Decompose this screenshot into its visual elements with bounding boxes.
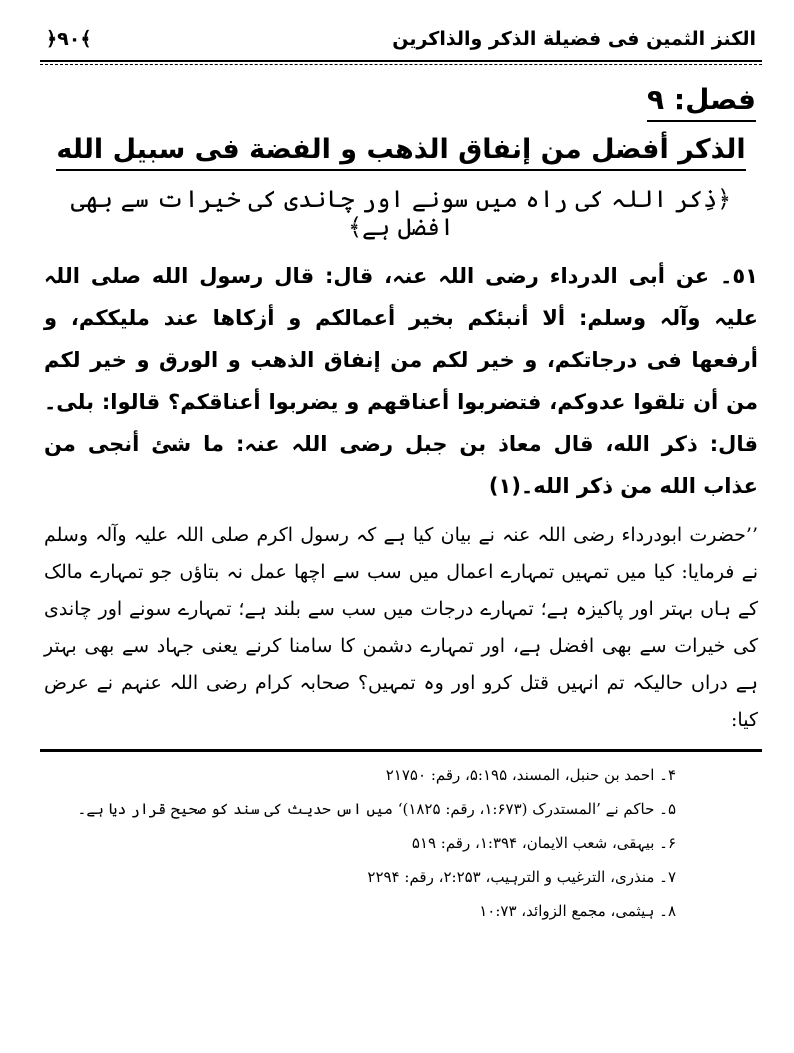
- chapter-title-text: الذكر أفضل من إنفاق الذهب و الفضة فى سبيل الله: [56, 134, 745, 171]
- running-title: الكنز الثمين فى فضيلة الذكر والذاكرين: [392, 28, 756, 50]
- page-header: [40, 22, 762, 56]
- footnote-item: ۵۔ حاکم نے ’المستدرک (۱:۶۷۳، رقم: ۱۸۲۵)‘ میں اس حدیث کی سند کو صحیح قرار دیا ہے۔: [77, 800, 676, 818]
- document-page: [40, 22, 762, 928]
- footnote-item: ۶۔ بیہقی، شعب الایمان، ۱:۳۹۴، رقم: ۵۱۹: [411, 834, 676, 852]
- urdu-subtitle: ﴿ذِکر اللہ کی راہ میں سونے اور چاندی کی خیرات سے بھی افضل ہے﴾: [70, 185, 732, 241]
- page-number: ﴿٩٠﴾: [46, 28, 92, 50]
- footnote-rule: [40, 749, 762, 752]
- footnotes: [40, 758, 762, 928]
- chapter-title: [40, 134, 762, 165]
- section-label-text: فصل: ٩: [647, 83, 756, 122]
- header-rule: [40, 60, 762, 65]
- footnote-item: ۴۔ احمد بن حنبل، المسند، ۵:۱۹۵، رقم: ۲۱۷۵۰: [385, 766, 676, 784]
- footnote-item: ۷۔ منذری، الترغیب و الترہیب، ۲:۲۵۳، رقم: ۲۲۹۴: [367, 868, 676, 886]
- hadith-arabic-text: ٥١۔ عن أبى الدرداء رضی اللہ عنہ، قال: قال رسول الله صلی اللہ علیہ وآلہ وسلم: ألا أنبئكم بخير أعمالكم و أزكاها عند مليككم، و أرفعها فى درجاتكم، و خير لكم من إنفاق الذهب و الورق و خير لكم من أن تلقوا عدوكم، فتضربوا أعناقهم و يضربوا أعناقكم؟ قالوا: بلى۔ قال: ذكر الله، قال معاذ بن جبل رضی اللہ عنہ: ما شئ أنجى من عذاب الله من ذكر الله۔(١): [44, 264, 758, 498]
- section-label: [40, 83, 762, 116]
- footnote-item: ۸۔ ہیثمی، مجمع الزوائد، ۱۰:۷۳: [479, 902, 676, 920]
- urdu-translation: ’’حضرت ابودرداء رضی اللہ عنہ نے بیان کیا ہے کہ رسول اکرم صلی اللہ علیہ وآلہ وسلم نے فرمایا: کیا میں تمہیں تمہارے اعمال میں سب سے اچھا عمل نہ بتاؤں جو تمہارے مالک کے ہاں بہتر اور پاکیزہ ہے؛ تمہارے درجات میں سب سے بلند ہے؛ تمہارے سونے اور چاندی کی خیرات سے بھی افضل ہے، اور تمہارے دشمن کا سامنا کرنے یعنی جہاد سے بھی بہتر ہے دراں حالیکہ تم انہیں قتل کرو اور وہ تمہیں؟ صحابہ کرام رضی اللہ عنہم نے عرض کیا:: [44, 524, 758, 731]
